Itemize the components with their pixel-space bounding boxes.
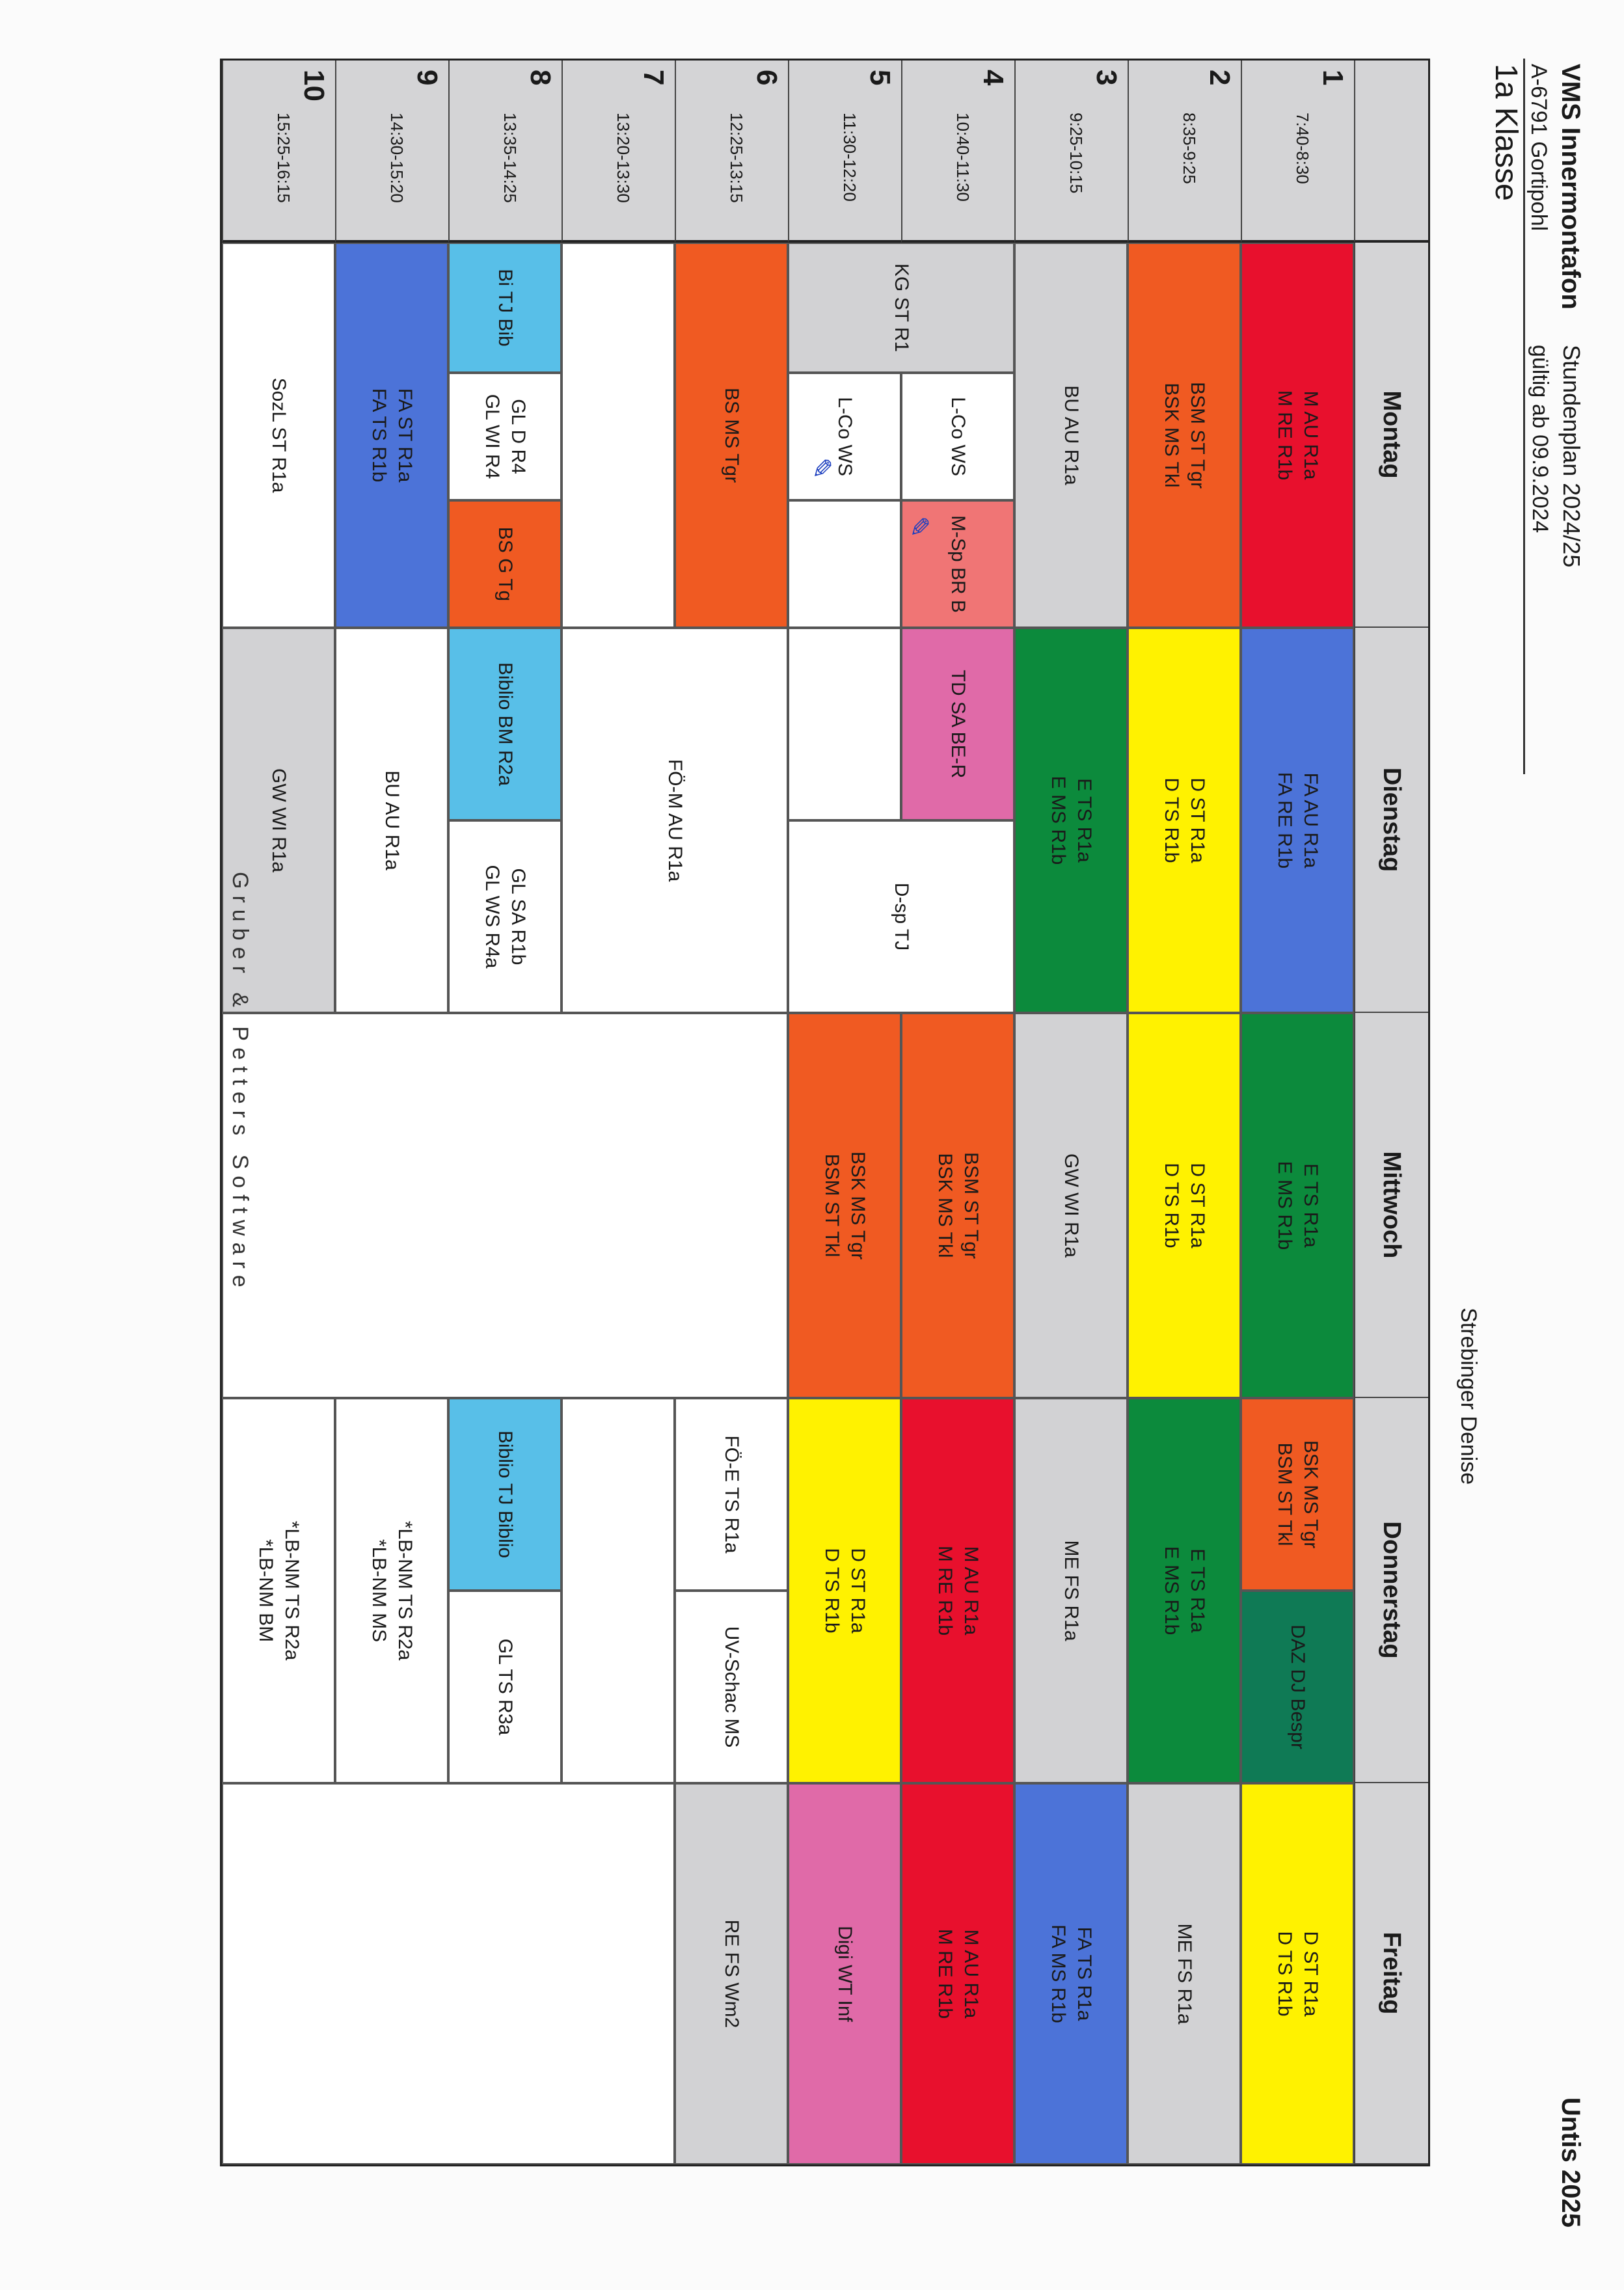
- slot-number: 7: [638, 70, 670, 86]
- lesson-cell: [1128, 1013, 1241, 1398]
- time-slot: [562, 61, 675, 243]
- lesson-line: FA TS R1a: [1074, 1926, 1095, 2021]
- lesson-cell: [788, 243, 1014, 373]
- lesson-line: FA TS R1b: [368, 388, 390, 483]
- lesson-cell: [1241, 1591, 1354, 1783]
- lesson-line: D TS R1b: [1161, 777, 1182, 863]
- lesson-line: FA MS R1b: [1048, 1924, 1069, 2023]
- lesson-line: Bi TJ Bib: [494, 269, 516, 347]
- time-slot: [1241, 61, 1354, 243]
- lesson-line: KG ST R1: [891, 263, 912, 353]
- lesson-line: L-Co WS: [947, 397, 969, 476]
- lesson-line: D ST R1a: [1300, 1931, 1321, 2017]
- empty-cell: [788, 500, 901, 628]
- lesson-cell: [1241, 1398, 1354, 1591]
- lesson-cell: [1241, 628, 1354, 1013]
- empty-cell: [222, 1783, 675, 2164]
- lesson-line: E MS R1b: [1161, 1546, 1182, 1636]
- lesson-line: D TS R1b: [1161, 1163, 1182, 1248]
- lesson-line: GL D R4: [508, 399, 529, 474]
- plan-title: Stundenplan 2024/25: [1558, 345, 1585, 568]
- lesson-cell: [901, 1783, 1014, 2164]
- lesson-line: BSK MS Tkl: [1161, 383, 1182, 488]
- lesson-line: Digi WT Inf: [834, 1926, 856, 2022]
- slot-time: 11:30-12:20: [840, 113, 859, 202]
- time-slot: [335, 61, 448, 243]
- lesson-line: *LB-NM TS R2a: [394, 1520, 416, 1661]
- lesson-line: FA ST R1a: [394, 388, 416, 483]
- lesson-line: M-Sp BR B: [947, 515, 969, 613]
- lesson-cell: [1241, 1013, 1354, 1398]
- lesson-line: M RE R1b: [934, 1928, 956, 2019]
- lesson-line: RE FS Wm2: [721, 1919, 742, 2028]
- lesson-line: GW WI R1a: [268, 768, 290, 872]
- lesson-line: FA AU R1a: [1300, 772, 1321, 869]
- day-header-friday: Freitag: [1354, 1783, 1428, 2164]
- lesson-cell: [675, 243, 788, 628]
- software-brand: Untis 2025: [1556, 2097, 1585, 2228]
- lesson-line: BS MS Tgr: [721, 387, 742, 483]
- lesson-line: M AU R1a: [960, 1546, 982, 1636]
- slot-number: 4: [977, 70, 1009, 86]
- valid-from: gültig ab 09.9.2024: [1528, 345, 1552, 533]
- lesson-line: TD SA BE-R: [947, 669, 969, 779]
- lesson-cell: [448, 500, 562, 628]
- empty-cell: [222, 1013, 788, 1398]
- lesson-cell: [675, 1783, 788, 2164]
- time-slot: [675, 61, 788, 243]
- lesson-cell: [788, 1013, 901, 1398]
- lesson-line: E TS R1a: [1187, 1548, 1208, 1633]
- lesson-line: D ST R1a: [1187, 777, 1208, 863]
- empty-cell: [562, 1398, 675, 1783]
- lesson-line: ME FS R1a: [1061, 1540, 1082, 1641]
- lesson-line: M RE R1b: [934, 1545, 956, 1636]
- lesson-line: GL TS R3a: [494, 1638, 516, 1736]
- class-teacher: Strebinger Denise: [1456, 1308, 1481, 1485]
- lesson-cell: [1128, 1783, 1241, 2164]
- slot-time: 7:40-8:30: [1293, 113, 1312, 184]
- slot-number: 10: [298, 70, 330, 101]
- lesson-line: BSM ST Tkl: [821, 1153, 843, 1258]
- lesson-line: DAZ DJ Bespr: [1287, 1624, 1308, 1749]
- time-slot: [788, 61, 901, 243]
- slot-number: 8: [524, 70, 556, 86]
- lesson-line: D TS R1b: [1274, 1931, 1295, 2017]
- lesson-cell: [788, 373, 901, 500]
- lesson-line: M AU R1a: [960, 1929, 982, 2019]
- lesson-cell: [1128, 243, 1241, 628]
- lesson-cell: [901, 628, 1014, 820]
- lesson-line: *LB-NM MS: [368, 1539, 390, 1643]
- day-header-monday: Montag: [1354, 243, 1428, 628]
- lesson-line: GL WS R4a: [481, 865, 503, 969]
- lesson-line: ME FS R1a: [1174, 1923, 1195, 2025]
- lesson-line: BSK MS Tkl: [934, 1153, 956, 1258]
- timetable-grid: [220, 59, 1430, 2166]
- slot-time: 13:35-14:25: [500, 113, 520, 203]
- lesson-line: FA RE R1b: [1274, 772, 1295, 869]
- lesson-line: Biblio BM R2a: [494, 662, 516, 787]
- timetable-page: [213, 59, 1593, 2231]
- slot-time: 14:30-15:20: [387, 113, 407, 203]
- lesson-cell: [1128, 628, 1241, 1013]
- empty-cell: [562, 243, 675, 628]
- lesson-line: E TS R1a: [1074, 778, 1095, 863]
- lesson-cell: [448, 373, 562, 500]
- lesson-line: E MS R1b: [1274, 1161, 1295, 1250]
- lesson-cell: [335, 628, 448, 1013]
- slot-time: 10:40-11:30: [953, 113, 973, 202]
- lesson-line: BSK MS Tgr: [847, 1151, 869, 1260]
- lesson-line: BS G Tg: [494, 526, 516, 602]
- lesson-line: SozL ST R1a: [268, 377, 290, 493]
- lesson-cell: [222, 1398, 335, 1783]
- lesson-cell: [1014, 243, 1128, 628]
- lesson-line: *LB-NM BM: [255, 1539, 277, 1643]
- lesson-line: BU AU R1a: [381, 770, 403, 870]
- time-slot: [448, 61, 562, 243]
- lesson-line: E TS R1a: [1300, 1163, 1321, 1248]
- lesson-line: M RE R1b: [1274, 390, 1295, 481]
- lesson-line: Biblio TJ Biblio: [494, 1430, 516, 1559]
- lesson-cell: [1014, 1783, 1128, 2164]
- time-slot: [222, 61, 335, 243]
- lesson-cell: [1128, 1398, 1241, 1783]
- class-name: 1a Klasse: [1489, 64, 1523, 201]
- day-header-thursday: Donnerstag: [1354, 1398, 1428, 1783]
- lesson-line: BSM ST Tkl: [1274, 1442, 1295, 1546]
- lesson-cell: [788, 1783, 901, 2164]
- lesson-cell: [335, 243, 448, 628]
- lesson-cell: [788, 820, 1014, 1013]
- lesson-cell: [448, 1591, 562, 1783]
- empty-cell: [788, 628, 901, 820]
- lesson-line: GL SA R1b: [508, 868, 529, 965]
- lesson-cell: [1014, 1398, 1128, 1783]
- lesson-line: D-sp TJ: [891, 882, 912, 951]
- lesson-cell: [1014, 628, 1128, 1013]
- slot-number: 1: [1317, 70, 1349, 86]
- slot-number: 9: [411, 70, 443, 86]
- lesson-line: E MS R1b: [1048, 775, 1069, 865]
- lesson-cell: [222, 243, 335, 628]
- lesson-line: BU AU R1a: [1061, 385, 1082, 485]
- lesson-line: FÖ-M AU R1a: [664, 759, 686, 882]
- lesson-cell: [901, 373, 1014, 500]
- handwritten-mark-icon: ✎: [904, 516, 933, 538]
- lesson-cell: [901, 1013, 1014, 1398]
- slot-time: 9:25-10:15: [1066, 113, 1086, 194]
- day-header-wednesday: Mittwoch: [1354, 1013, 1428, 1398]
- slot-number: 2: [1204, 70, 1236, 86]
- header: [1437, 59, 1593, 2231]
- slot-time: 15:25-16:15: [274, 113, 293, 203]
- lesson-cell: [1014, 1013, 1128, 1398]
- lesson-line: GL WI R4: [481, 394, 503, 479]
- lesson-line: *LB-NM TS R2a: [281, 1520, 303, 1661]
- footer-software: Gruber & Petters Software: [228, 872, 252, 1294]
- lesson-cell: [1241, 1783, 1354, 2164]
- lesson-line: D ST R1a: [847, 1548, 869, 1634]
- handwritten-mark-icon: ✎: [807, 457, 835, 479]
- slot-number: 3: [1090, 70, 1122, 86]
- lesson-cell: [448, 1398, 562, 1591]
- lesson-cell: [675, 1398, 788, 1591]
- time-slot: [1128, 61, 1241, 243]
- slot-time: 13:20-13:30: [614, 113, 633, 203]
- lesson-cell: [448, 820, 562, 1013]
- grid-corner: [1354, 61, 1428, 243]
- time-slot: [1014, 61, 1128, 243]
- lesson-line: D TS R1b: [821, 1548, 843, 1634]
- lesson-cell: [448, 628, 562, 820]
- slot-time: 8:35-9:25: [1180, 113, 1199, 184]
- lesson-line: M AU R1a: [1300, 390, 1321, 480]
- slot-time: 12:25-13:15: [727, 113, 746, 203]
- lesson-cell: [1241, 243, 1354, 628]
- lesson-line: GW WI R1a: [1061, 1153, 1082, 1258]
- lesson-cell: [675, 1591, 788, 1783]
- slot-number: 6: [751, 70, 783, 86]
- lesson-line: BSM ST Tgr: [960, 1152, 982, 1259]
- lesson-line: UV-Schac MS: [721, 1626, 742, 1748]
- lesson-line: BSK MS Tgr: [1300, 1440, 1321, 1549]
- lesson-cell: [448, 243, 562, 373]
- lesson-cell: [335, 1398, 448, 1783]
- day-header-tuesday: Dienstag: [1354, 628, 1428, 1013]
- slot-number: 5: [864, 70, 896, 86]
- lesson-cell: [788, 1398, 901, 1783]
- time-slot: [901, 61, 1014, 243]
- lesson-cell: [562, 628, 788, 1013]
- lesson-line: D ST R1a: [1187, 1163, 1208, 1248]
- lesson-line: FÖ-E TS R1a: [721, 1435, 742, 1554]
- school-name: VMS Innermontafon: [1556, 64, 1585, 310]
- lesson-line: BSM ST Tgr: [1187, 382, 1208, 489]
- school-address: A-6791 Gortipohl: [1526, 64, 1551, 232]
- lesson-line: L-Co WS: [834, 397, 856, 476]
- lesson-cell: [901, 1398, 1014, 1783]
